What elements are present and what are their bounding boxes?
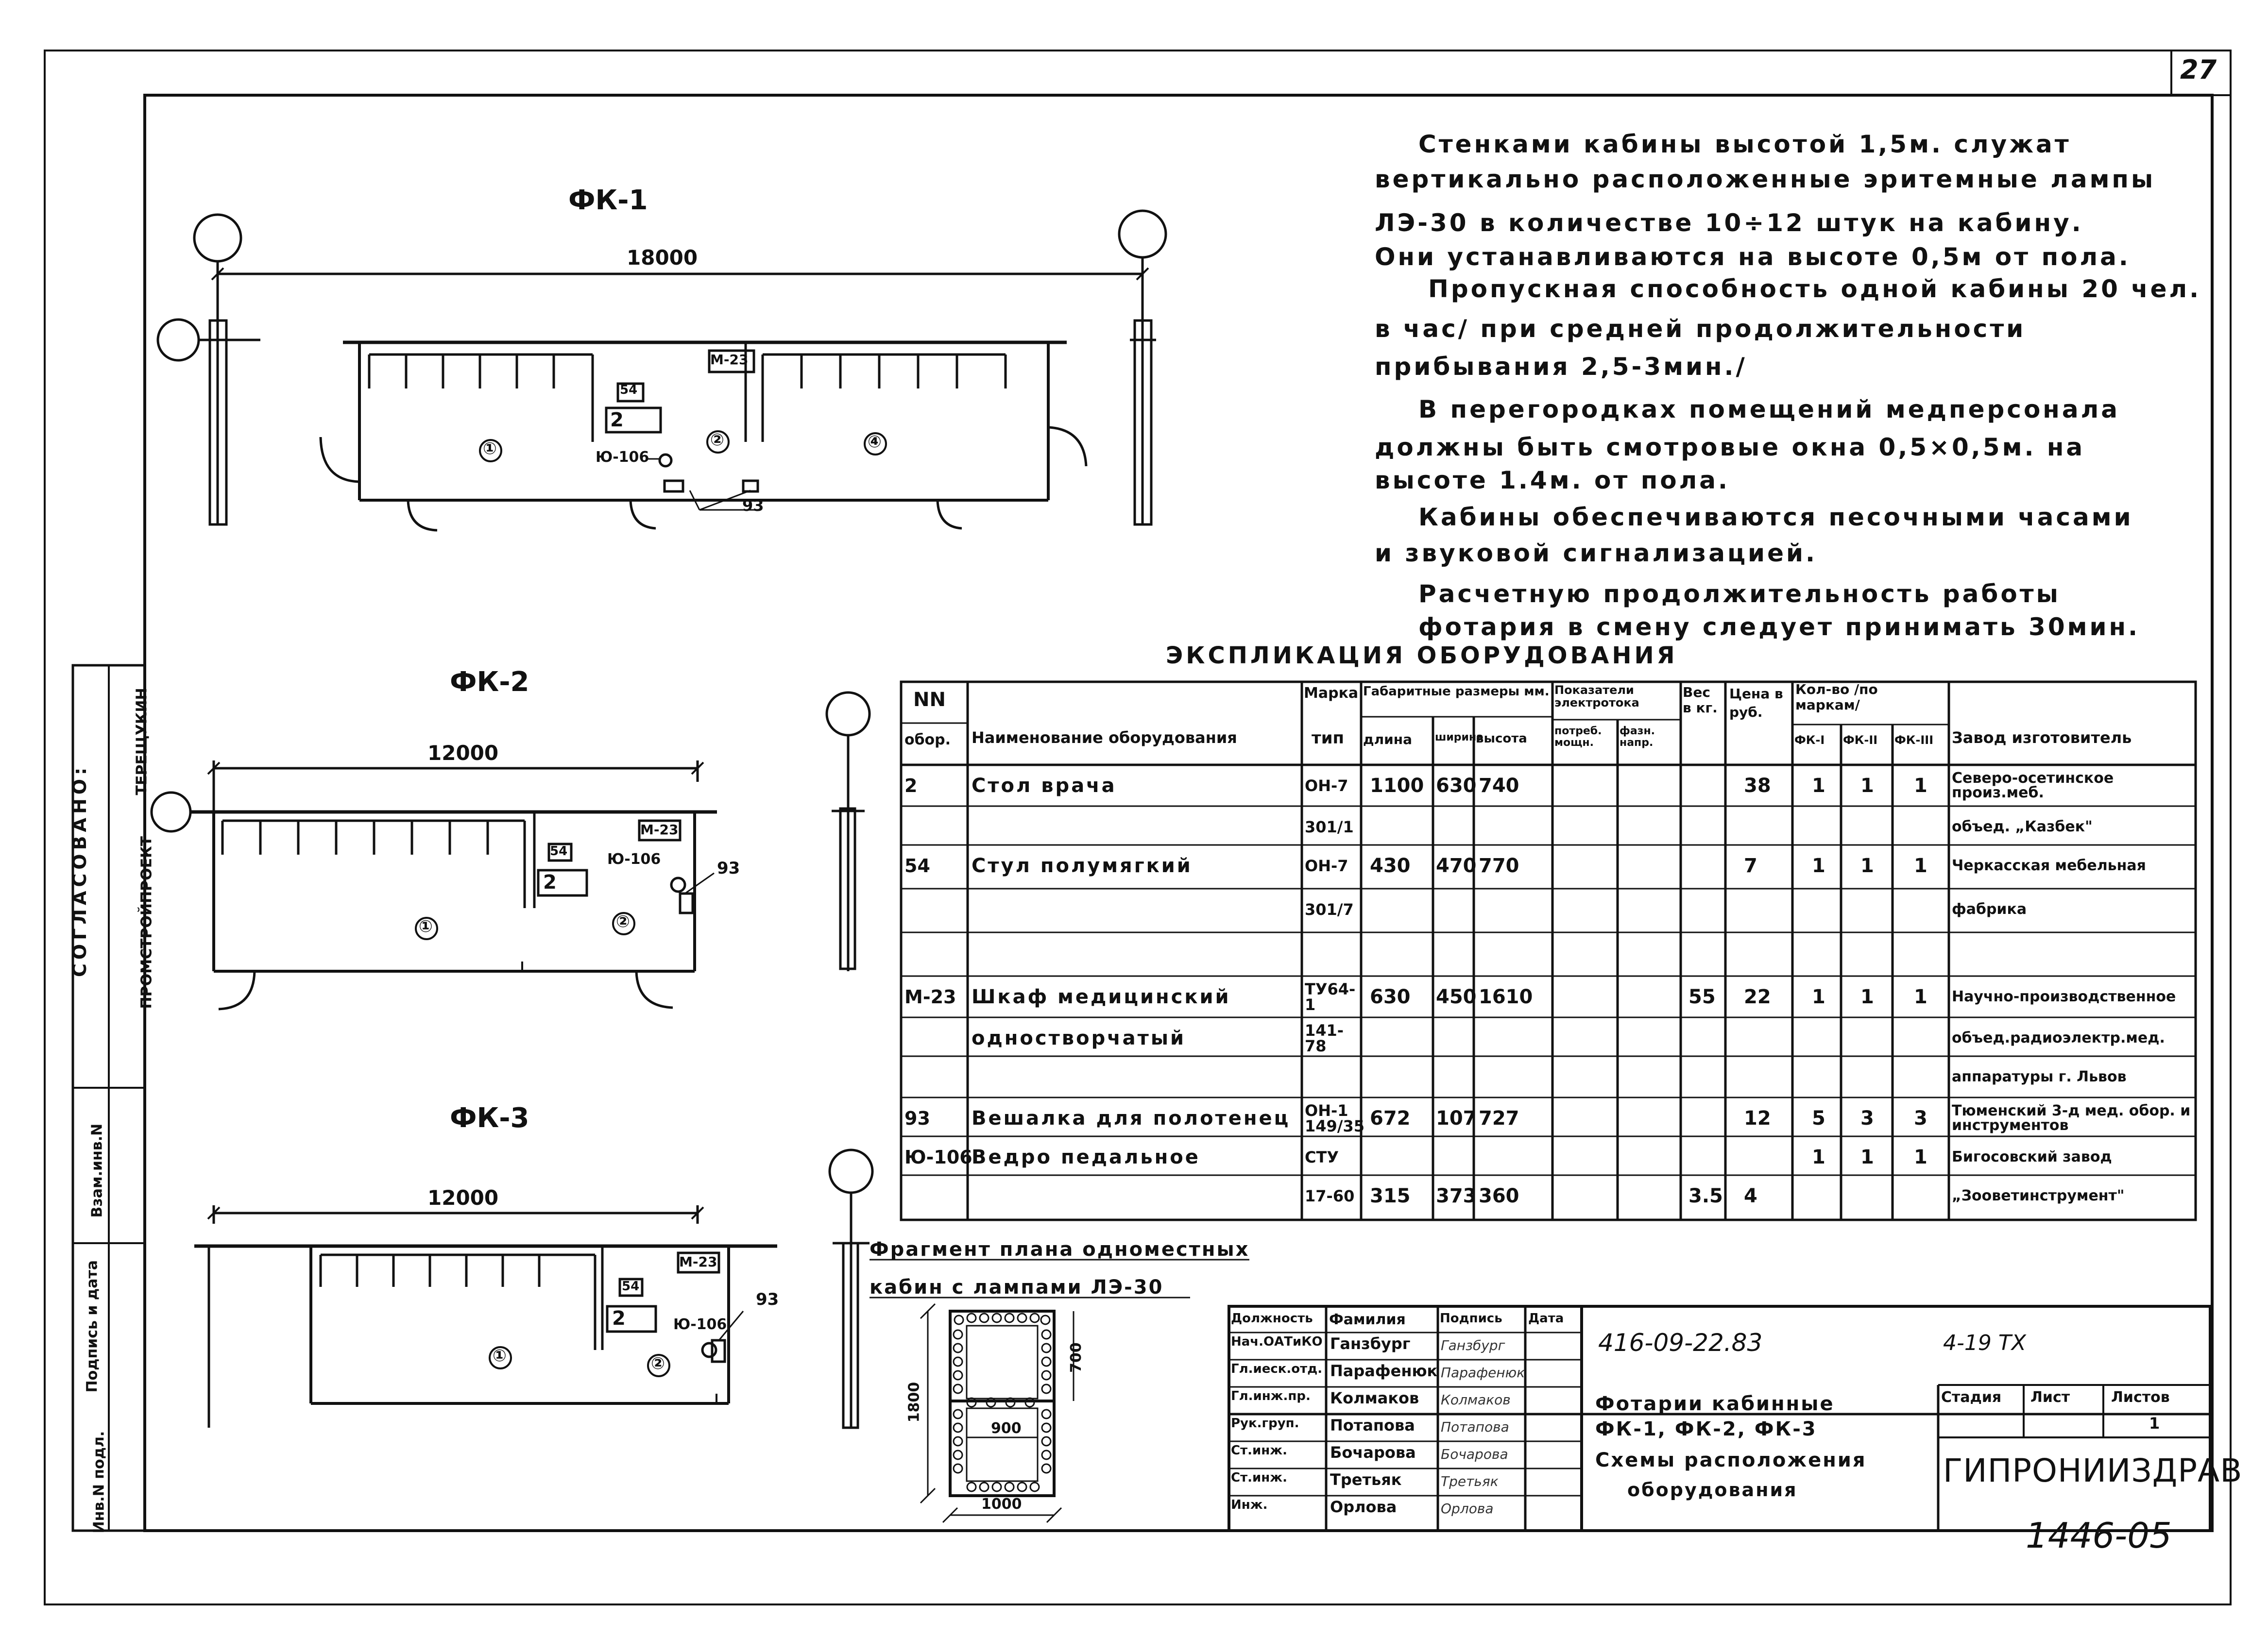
fragment-dim-top: 700 (1067, 1342, 1085, 1373)
cell-height: 740 (1479, 775, 1519, 797)
tb-person-signature: Третьяк (1441, 1473, 1499, 1489)
cell-width: 470 (1436, 855, 1477, 877)
cell-length: 672 (1370, 1107, 1411, 1130)
note-line-7: прибывания 2,5-3мин./ (1375, 353, 1747, 381)
plan-fk2-label-yu106: Ю-106 (607, 851, 661, 868)
tb-person-name: Потапова (1330, 1416, 1415, 1434)
th-shirina: ширина (1435, 731, 1484, 743)
cell-qty-fk1: 1 (1812, 855, 1825, 877)
tb-list: Лист (2030, 1389, 2070, 1406)
note-line-2: вертикально расположенные эритемные лампы (1375, 165, 2156, 193)
th-faz: фазн. напр. (1620, 725, 1655, 749)
plan-fk2-label-c2: ② (616, 912, 630, 931)
cell-tip: 17-60 (1305, 1187, 1355, 1205)
cell-qty-fk2: 3 (1860, 1107, 1874, 1130)
cell-weight: 3.5 (1688, 1185, 1723, 1207)
cell-tip: 301/1 (1305, 818, 1354, 836)
cell-no: 54 (904, 855, 930, 877)
note-line-11: Кабины обеспечиваются песочными часами (1418, 503, 2133, 531)
cell-qty-fk1: 1 (1812, 775, 1825, 797)
cell-name: Стол врача (972, 775, 1117, 797)
cell-price: 7 (1744, 855, 1757, 877)
tb-head-data: Дата (1528, 1311, 1564, 1326)
th-fk2: ФК-II (1843, 733, 1878, 747)
cell-width: 450 (1436, 986, 1477, 1008)
tb-person-role: Гл.иеск.отд. (1231, 1362, 1323, 1376)
cell-no: М-23 (904, 986, 956, 1008)
cell-name: Стул полумягкий (972, 855, 1193, 877)
footer-number: 1446-05 (2026, 1515, 2172, 1556)
cell-manufacturer: объед. „Казбек" (1952, 818, 2093, 835)
tb-desc-line4: оборудования (1627, 1479, 1798, 1501)
cell-tip (1305, 1059, 1359, 1096)
cell-no: 2 (904, 775, 918, 796)
note-line-4: Они устанавливаются на высоте 0,5м от пола. (1375, 243, 2131, 271)
th-cena: Цена в руб. (1729, 686, 1783, 720)
tb-person-name: Ганзбург (1330, 1334, 1411, 1353)
plan-fk3-label-54: 54 (622, 1279, 640, 1294)
side-person: ТЕРЕЩУКИН (133, 688, 151, 795)
note-line-14: фотария в смену следует принимать 30мин. (1418, 613, 2140, 641)
tb-person-signature: Потапова (1441, 1419, 1509, 1435)
plan-fk2-dimension: 12000 (427, 741, 499, 765)
note-line-3: ЛЭ-30 в количестве 10÷12 штук на кабину. (1375, 209, 2083, 237)
cell-qty-fk3: 1 (1914, 855, 1927, 877)
cell-qty-fk3: 1 (1914, 775, 1927, 797)
cell-qty-fk1: 5 (1812, 1107, 1825, 1130)
tb-person-signature: Ганзбург (1441, 1337, 1505, 1353)
cell-tip: 301/7 (1305, 900, 1354, 919)
th-name: Наименование оборудования (972, 728, 1237, 747)
note-line-1: Стенками кабины высотой 1,5м. служат (1418, 130, 2071, 158)
cell-height: 360 (1479, 1185, 1519, 1207)
note-line-10: высоте 1.4м. от пола. (1375, 466, 1730, 494)
cell-qty-fk1: 1 (1812, 986, 1825, 1008)
cell-no: 93 (904, 1108, 930, 1129)
cell-price: 22 (1744, 986, 1771, 1008)
fragment-dim-height: 1800 (905, 1382, 923, 1423)
cell-manufacturer: Научно-производственное (1952, 988, 2176, 1005)
sheet-number: 27 (2180, 54, 2217, 85)
side-podpis-data: Подпись и дата (84, 1260, 101, 1393)
cell-manufacturer: Тюменский 3-д мед. обор. и инструментов (1952, 1102, 2191, 1134)
cell-qty-fk1: 1 (1812, 1146, 1825, 1168)
cell-height: 1610 (1479, 986, 1533, 1008)
tb-person-signature: Орлова (1441, 1501, 1494, 1517)
tb-person-name: Третьяк (1330, 1470, 1402, 1489)
th-tip: тип (1312, 728, 1345, 748)
tb-person-signature: Колмаков (1441, 1392, 1511, 1408)
tb-person-role: Ст.инж. (1231, 1470, 1287, 1485)
cell-width: 107 (1436, 1107, 1477, 1130)
side-inv-podl: Инв.N подл. (90, 1431, 108, 1534)
fragment-plan (870, 1260, 1249, 1522)
th-dlina: длина (1363, 731, 1412, 747)
note-line-8: В перегородках помещений медперсонала (1418, 395, 2120, 423)
th-fk3: ФК-III (1894, 733, 1934, 747)
tb-person-role: Гл.инж.пр. (1231, 1389, 1311, 1403)
note-line-5: Пропускная способность одной кабины 20 чел. (1428, 275, 2201, 303)
cell-tip: ОН-7 (1305, 857, 1348, 875)
th-gabarit: Габаритные размеры мм. (1363, 684, 1550, 699)
cell-width: 373 (1436, 1185, 1477, 1207)
side-org: ПРОМСТРОЙПРОЕКТ (138, 836, 155, 1009)
tb-person-name: Колмаков (1330, 1389, 1419, 1407)
note-line-9: должны быть смотровые окна 0,5×0,5м. на (1375, 433, 2085, 461)
cell-length: 430 (1370, 855, 1411, 877)
fragment-dim-inner: 900 (991, 1420, 1022, 1437)
cell-name: одностворчатый (972, 1027, 1186, 1049)
cell-manufacturer (1952, 935, 2194, 972)
tb-person-name: Орлова (1330, 1498, 1397, 1516)
cell-qty-fk3: 1 (1914, 986, 1927, 1008)
tb-person-role: Инж. (1231, 1498, 1268, 1512)
fragment-title-line2: кабин с лампами ЛЭ-30 (870, 1276, 1164, 1299)
tb-org: ГИПРОНИИЗДРАВ (1943, 1452, 2243, 1489)
cell-name: Ведро педальное (972, 1146, 1200, 1168)
plan-fk1-title: ФК-1 (568, 185, 648, 216)
note-line-6: в час/ при средней продолжительности (1375, 315, 2026, 343)
th-vysota: высота (1476, 731, 1527, 746)
plan-fk1-label-c4: ④ (868, 432, 882, 452)
plan-fk2-label-54: 54 (550, 844, 568, 859)
plan-fk2-title: ФК-2 (450, 666, 529, 698)
plan-fk3-label-93: 93 (756, 1290, 779, 1309)
cell-no: Ю-106 (904, 1147, 972, 1168)
tb-desc-line1: Фотарии кабинные (1595, 1393, 1835, 1415)
cell-manufacturer: Северо-осетинское произ.меб. (1952, 770, 2114, 801)
th-ves: Вес в кг. (1683, 684, 1718, 716)
cell-tip: ТУ64-1 (1305, 980, 1356, 1014)
th-nn: NN (913, 689, 946, 711)
tb-listov-value: 1 (2149, 1414, 2160, 1433)
cell-length: 630 (1370, 986, 1411, 1008)
plan-fk3 (194, 1193, 870, 1428)
th-zavod: Завод изготовитель (1952, 728, 2132, 747)
th-potreb: потреб. мощн. (1554, 725, 1602, 749)
cell-price: 4 (1744, 1185, 1757, 1207)
plan-fk3-label-yu106: Ю-106 (673, 1316, 727, 1333)
tb-person-role: Нач.ОАТиКО (1231, 1334, 1323, 1349)
plan-fk3-title: ФК-3 (450, 1102, 529, 1134)
plan-fk1-label-c1: ① (483, 439, 497, 458)
cell-name: Шкаф медицинский (972, 986, 1231, 1008)
cell-price: 12 (1744, 1107, 1771, 1130)
side-soglasovano: СОГЛАСОВАНО: (69, 763, 90, 977)
plan-fk2-label-93: 93 (717, 859, 740, 878)
cell-tip (1305, 935, 1359, 972)
tb-person-role: Ст.инж. (1231, 1443, 1287, 1458)
plan-fk1-label-93: 93 (742, 496, 764, 515)
tb-head-dolzhnost: Должность (1231, 1311, 1313, 1326)
tb-head-podpis: Подпись (1440, 1311, 1502, 1326)
plan-fk3-dimension: 12000 (427, 1186, 499, 1210)
cell-weight: 55 (1688, 986, 1716, 1008)
plan-fk3-label-m23: М-23 (679, 1254, 717, 1270)
tb-code: 416-09-22.83 (1598, 1329, 1763, 1357)
cell-width: 630 (1436, 775, 1477, 797)
table-title: ЭКСПЛИКАЦИЯ ОБОРУДОВАНИЯ (1166, 642, 1678, 669)
cell-tip: СТУ (1305, 1148, 1339, 1166)
cell-manufacturer: Черкасская мебельная (1952, 857, 2146, 874)
th-marka: Марка (1304, 685, 1359, 702)
cell-manufacturer: аппаратуры г. Львов (1952, 1068, 2127, 1085)
tb-person-name: Парафенюк (1330, 1362, 1438, 1380)
cell-qty-fk2: 1 (1860, 855, 1874, 877)
th-nn-sub: обор. (904, 731, 951, 748)
tb-desc-line3: Схемы расположения (1595, 1449, 1867, 1471)
cell-qty-fk2: 1 (1860, 1146, 1874, 1168)
tb-head-familiya: Фамилия (1329, 1311, 1406, 1328)
th-fk1: ФК-I (1794, 733, 1825, 747)
plan-fk3-label-c1: ① (493, 1346, 507, 1366)
tb-person-role: Рук.груп. (1231, 1416, 1299, 1431)
side-vzam-inv: Взам.инв.N (88, 1123, 106, 1218)
cell-manufacturer: объед.радиоэлектр.мед. (1952, 1029, 2165, 1046)
tb-person-signature: Парафенюк (1441, 1365, 1525, 1381)
cell-manufacturer: фабрика (1952, 901, 2027, 918)
plan-fk1-dimension: 18000 (627, 246, 698, 270)
fragment-dim-width: 1000 (981, 1496, 1022, 1513)
plan-fk1-label-c2: ② (710, 430, 724, 450)
plan-fk2-label-m23: М-23 (640, 822, 679, 838)
tb-stadiya: Стадия (1941, 1389, 2002, 1406)
cell-length: 315 (1370, 1185, 1411, 1207)
th-kolvo: Кол-во /по маркам/ (1795, 681, 1878, 713)
cell-name: Вешалка для полотенец (972, 1107, 1291, 1130)
cell-length: 1100 (1370, 775, 1424, 797)
cell-qty-fk2: 1 (1860, 775, 1874, 797)
cell-manufacturer: „Зооветинструмент" (1952, 1187, 2125, 1204)
cell-tip: ОН-7 (1305, 776, 1348, 795)
tb-desc-line2: ФК-1, ФК-2, ФК-3 (1595, 1418, 1817, 1440)
cell-tip: ОН-1 149/35 (1305, 1101, 1365, 1135)
plan-fk3-label-c2: ② (651, 1354, 665, 1373)
tb-person-signature: Бочарова (1441, 1446, 1508, 1462)
plan-fk1-label-54: 54 (620, 383, 638, 397)
cell-height: 770 (1479, 855, 1519, 877)
cell-height: 727 (1479, 1107, 1519, 1130)
plan-fk2-label-c1: ① (419, 917, 433, 936)
note-line-13: Расчетную продолжительность работы (1418, 580, 2061, 608)
plan-fk1-label-yu106: Ю-106 (596, 449, 649, 466)
plan-fk1-label-m23: М-23 (710, 352, 749, 368)
cell-qty-fk3: 1 (1914, 1146, 1927, 1168)
cell-manufacturer: Бигосовский завод (1952, 1148, 2112, 1165)
cell-price: 38 (1744, 775, 1771, 797)
cell-tip: 141-78 (1305, 1021, 1344, 1055)
tb-person-name: Бочарова (1330, 1443, 1416, 1462)
plan-fk1-label-2: 2 (610, 409, 624, 431)
th-power: Показатели электротока (1554, 683, 1639, 709)
fragment-title-line1: Фрагмент плана одноместных (870, 1238, 1250, 1261)
cell-qty-fk3: 3 (1914, 1107, 1927, 1130)
plan-fk3-label-2: 2 (612, 1307, 626, 1330)
plan-fk2-label-2: 2 (543, 871, 557, 894)
note-line-12: и звуковой сигнализацией. (1375, 539, 1818, 567)
cell-qty-fk2: 1 (1860, 986, 1874, 1008)
tb-listov: Листов (2111, 1389, 2170, 1406)
tb-sheet-code: 4-19 ТХ (1943, 1331, 2026, 1355)
